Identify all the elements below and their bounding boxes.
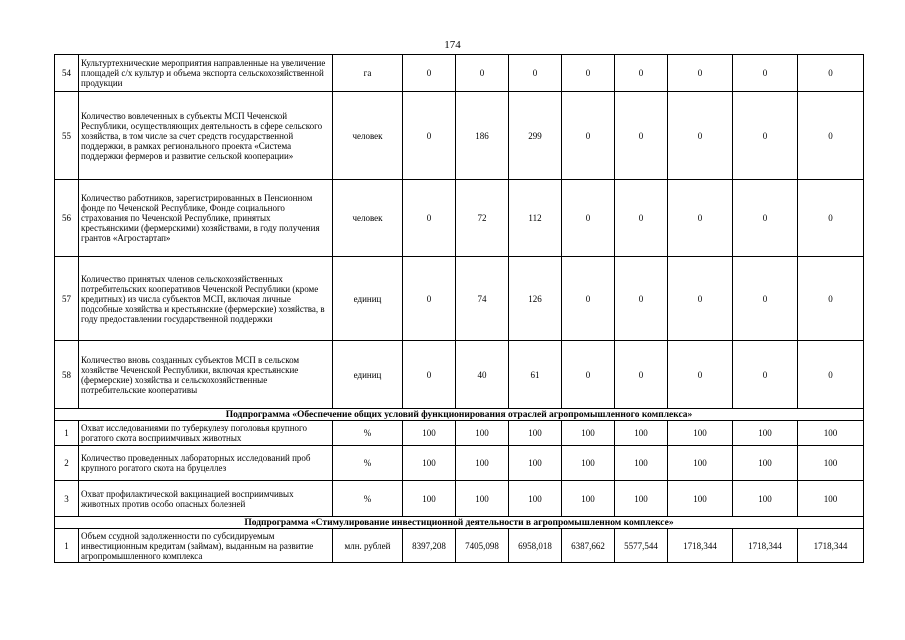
value-cell: 0 [798,341,864,409]
page-number: 174 [444,39,461,51]
row-number: 2 [55,446,79,481]
value-cell: 0 [733,180,798,257]
value-cell: 100 [509,446,562,481]
table-row [55,481,864,517]
value-cell: 0 [798,92,864,180]
value-cell: 100 [798,446,864,481]
value-cell: 0 [733,341,798,409]
value-cell: 0 [798,257,864,341]
value-cell: 0 [562,180,615,257]
value-cell: 0 [668,257,733,341]
indicator-name: Охват исследованиями по туберкулезу поголовья крупного рогатого скота восприимчивых животных [79,421,333,446]
value-cell: 100 [733,446,798,481]
value-cell: 0 [733,92,798,180]
subprogram-header-row [55,517,864,529]
unit-of-measure: единиц [333,341,403,409]
value-cell: 6387,662 [562,529,615,563]
row-number: 1 [55,529,79,563]
indicator-name: Количество проведенных лабораторных исследований проб крупного рогатого скота на бруцеллез [79,446,333,481]
value-cell: 1718,344 [798,529,864,563]
value-cell: 100 [509,481,562,517]
value-cell: 0 [668,341,733,409]
value-cell: 0 [403,257,456,341]
indicator-name: Количество вовлеченных в субъекты МСП Чеченской Республики, осуществляющих деятельность в сфере сельского хозяйства, в том числе за счет средств государственной поддержки, в рамках регионального проекта «Система поддержки фермеров и развитие сельской кооперации» [79,92,333,180]
value-cell: 0 [403,180,456,257]
value-cell: 72 [456,180,509,257]
value-cell: 5577,544 [615,529,668,563]
value-cell: 0 [668,55,733,92]
row-number: 54 [55,55,79,92]
value-cell: 74 [456,257,509,341]
value-cell: 299 [509,92,562,180]
table-row [55,421,864,446]
value-cell: 100 [403,421,456,446]
table-row [55,55,864,92]
value-cell: 100 [615,446,668,481]
value-cell: 100 [562,481,615,517]
value-cell: 100 [456,421,509,446]
value-cell: 112 [509,180,562,257]
value-cell: 7405,098 [456,529,509,563]
unit-of-measure: человек [333,92,403,180]
row-number: 1 [55,421,79,446]
value-cell: 0 [615,341,668,409]
value-cell: 100 [562,421,615,446]
subprogram-title: Подпрограмма «Обеспечение общих условий функционирования отраслей агропромышленного комплекса» [55,409,864,421]
value-cell: 100 [562,446,615,481]
indicator-name: Объем ссудной задолженности по субсидируемым инвестиционным кредитам (займам), выданным на развитие агропромышленного комплекса [79,529,333,563]
indicator-name: Количество принятых членов сельскохозяйственных потребительских кооперативов Чеченской Республики (кроме кредитных) из числа субъектов МСП, включая личные подсобные хозяйства и крестьянские (фермерские) хозяйства, в году предоставлении государственной поддержки [79,257,333,341]
value-cell: 100 [509,421,562,446]
value-cell: 0 [562,92,615,180]
indicator-name: Количество работников, зарегистрированных в Пенсионном фонде по Чеченской Республике, Фонде социального страхования по Чеченской Республике, принятых крестьянскими (фермерскими) хозяйствами, в году получения грантов «Агростартап» [79,180,333,257]
subprogram-header-row [55,409,864,421]
value-cell: 1718,344 [668,529,733,563]
value-cell: 61 [509,341,562,409]
value-cell: 100 [668,446,733,481]
value-cell: 0 [798,55,864,92]
value-cell: 0 [733,55,798,92]
value-cell: 0 [562,257,615,341]
value-cell: 40 [456,341,509,409]
value-cell: 100 [456,446,509,481]
value-cell: 100 [733,421,798,446]
table-row [55,529,864,563]
row-number: 3 [55,481,79,517]
value-cell: 100 [798,481,864,517]
indicator-name: Охват профилактической вакцинацией восприимчивых животных против особо опасных болезней [79,481,333,517]
indicators-table [54,54,864,563]
value-cell: 6958,018 [509,529,562,563]
value-cell: 186 [456,92,509,180]
row-number: 57 [55,257,79,341]
value-cell: 100 [403,481,456,517]
value-cell: 0 [668,92,733,180]
table-row [55,257,864,341]
value-cell: 0 [509,55,562,92]
table-row [55,180,864,257]
indicator-name: Количество вновь созданных субъектов МСП в сельском хозяйстве Чеченской Республики, включая крестьянские (фермерские) хозяйства и сельскохозяйственные потребительские кооперативы [79,341,333,409]
unit-of-measure: % [333,446,403,481]
value-cell: 0 [615,55,668,92]
value-cell: 0 [562,341,615,409]
value-cell: 0 [562,55,615,92]
value-cell: 0 [456,55,509,92]
value-cell: 126 [509,257,562,341]
value-cell: 0 [615,180,668,257]
unit-of-measure: га [333,55,403,92]
indicator-name: Культуртехнические мероприятия направленные на увеличение площадей с/х культур и объема экспорта сельскохозяйственной продукции [79,55,333,92]
row-number: 58 [55,341,79,409]
row-number: 56 [55,180,79,257]
value-cell: 0 [798,180,864,257]
unit-of-measure: единиц [333,257,403,341]
value-cell: 100 [615,421,668,446]
value-cell: 100 [456,481,509,517]
table-row [55,341,864,409]
value-cell: 8397,208 [403,529,456,563]
value-cell: 100 [615,481,668,517]
row-number: 55 [55,92,79,180]
value-cell: 0 [733,257,798,341]
value-cell: 100 [668,481,733,517]
unit-of-measure: % [333,481,403,517]
unit-of-measure: млн. рублей [333,529,403,563]
value-cell: 0 [403,341,456,409]
value-cell: 0 [615,257,668,341]
table-row [55,92,864,180]
value-cell: 0 [615,92,668,180]
value-cell: 0 [668,180,733,257]
value-cell: 100 [798,421,864,446]
table-row [55,446,864,481]
unit-of-measure: % [333,421,403,446]
value-cell: 1718,344 [733,529,798,563]
unit-of-measure: человек [333,180,403,257]
value-cell: 0 [403,55,456,92]
value-cell: 0 [403,92,456,180]
value-cell: 100 [733,481,798,517]
value-cell: 100 [403,446,456,481]
subprogram-title: Подпрограмма «Стимулирование инвестиционной деятельности в агропромышленном комплексе» [55,517,864,529]
value-cell: 100 [668,421,733,446]
